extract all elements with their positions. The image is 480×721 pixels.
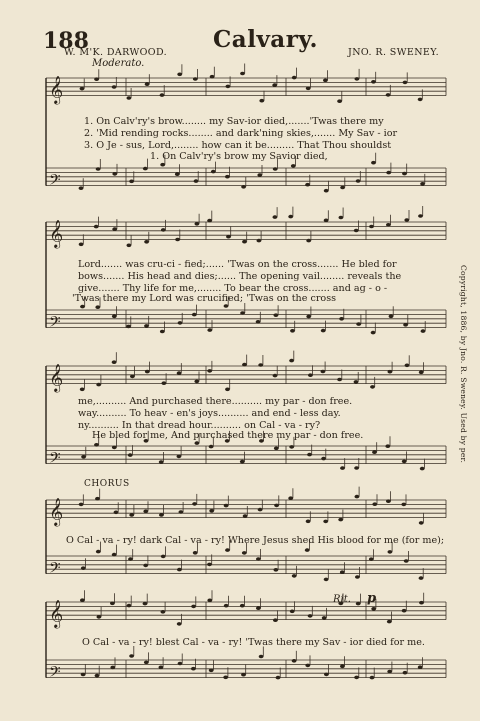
chorus-lyric-2: O Cal - va - ry! blest Cal - va - ry! 'Twas there my Sav - ior died for me. — [82, 637, 425, 648]
lyric-line: bows....... His head and dies;...... The opening vail........ reveals the — [78, 271, 402, 282]
lyricist-credit: W. M'K. DARWOOD. — [64, 47, 168, 58]
note-head — [112, 227, 117, 231]
bass-clef-icon: 𝄢 — [49, 663, 61, 685]
note-head — [242, 240, 247, 244]
note-head — [126, 244, 131, 248]
staff — [46, 590, 446, 628]
note-head — [419, 601, 424, 605]
note-head — [240, 460, 245, 464]
note-head — [240, 72, 245, 76]
note-head — [223, 676, 228, 680]
lyric-line: me,.......... And purchased there.......... my par - don free. — [78, 396, 353, 407]
note-head — [177, 455, 182, 459]
note-head — [191, 667, 196, 671]
lyric-line: Lord....... was cru-ci - fied;...... 'Twas on the cross....... He bled for — [78, 259, 397, 270]
note-head — [224, 604, 229, 608]
note-head — [387, 670, 392, 674]
note-head — [161, 555, 166, 559]
note-head — [159, 513, 164, 517]
note-head — [305, 183, 310, 187]
note-head — [94, 443, 99, 447]
note-head — [321, 329, 326, 333]
note-head — [372, 502, 377, 506]
note-head — [273, 618, 278, 622]
bass-clef-icon: 𝄢 — [49, 559, 61, 581]
note-head — [96, 167, 101, 171]
staff — [46, 487, 446, 527]
note-head — [195, 222, 200, 226]
note-head — [340, 186, 345, 190]
note-head — [419, 576, 424, 580]
note-head — [175, 172, 180, 176]
note-head — [371, 161, 376, 165]
note-head — [323, 79, 328, 83]
bass-clef-icon: 𝄢 — [49, 449, 61, 471]
copyright-notice: Copyright, 1886, by Jno. R. Sweney. Used by per. — [459, 265, 468, 464]
note-head — [288, 496, 293, 500]
note-head — [161, 228, 166, 232]
note-head — [159, 460, 164, 464]
note-head — [371, 80, 376, 84]
note-head — [339, 317, 344, 321]
tempo-marking: Moderato. — [92, 58, 145, 69]
note-head — [355, 575, 360, 579]
note-head — [129, 513, 134, 517]
note-head — [112, 446, 117, 450]
note-head — [143, 167, 148, 171]
note-head — [159, 666, 164, 670]
note-head — [207, 599, 212, 603]
note-head — [308, 614, 313, 618]
note-head — [323, 520, 328, 524]
note-head — [372, 450, 377, 454]
note-head — [194, 380, 199, 384]
note-head — [419, 371, 424, 375]
note-head — [175, 238, 180, 242]
note-head — [369, 557, 374, 561]
note-head — [194, 179, 199, 183]
note-head — [114, 511, 119, 515]
note-head — [308, 373, 313, 377]
note-head — [110, 602, 115, 606]
note-head — [371, 607, 376, 611]
note-head — [404, 559, 409, 563]
treble-clef-icon: 𝄞 — [49, 75, 64, 104]
note-head — [112, 315, 117, 319]
note-head — [178, 662, 183, 666]
note-head — [96, 383, 101, 387]
note-head — [276, 676, 281, 680]
note-head — [143, 564, 148, 568]
note-head — [258, 508, 263, 512]
note-head — [241, 673, 246, 677]
bass-clef-icon: 𝄢 — [49, 171, 61, 193]
note-head — [340, 570, 345, 574]
note-head — [307, 453, 312, 457]
note-head — [126, 96, 131, 100]
treble-clef-icon: 𝄞 — [49, 599, 64, 628]
note-head — [94, 77, 99, 81]
note-head — [273, 374, 278, 378]
note-head — [160, 330, 165, 334]
note-head — [130, 375, 135, 379]
note-head — [143, 510, 148, 514]
note-head — [274, 447, 279, 451]
system3-echo-lyric: He bled for me, And purchased there my par - don free. — [92, 430, 364, 441]
note-head — [306, 239, 311, 243]
note-head — [243, 514, 248, 518]
note-head — [144, 324, 149, 328]
bass-clef-icon: 𝄢 — [49, 313, 61, 335]
note-head — [402, 172, 407, 176]
staff — [46, 646, 446, 685]
note-head — [179, 510, 184, 514]
note-head — [160, 93, 165, 97]
lyric-line: 2. 'Mid rending rocks........ and dark'ning skies,....... My Sav - ior — [84, 128, 398, 139]
note-head — [306, 87, 311, 91]
note-head — [289, 445, 294, 449]
note-head — [389, 315, 394, 319]
note-head — [386, 93, 391, 97]
note-head — [95, 674, 100, 678]
lyric-line: ny.......... In that dread hour.......... on Cal - va - ry? — [78, 420, 321, 431]
note-head — [290, 610, 295, 614]
note-head — [112, 553, 117, 557]
note-head — [403, 81, 408, 85]
note-head — [145, 370, 150, 374]
chorus-label: CHORUS — [84, 479, 130, 489]
note-head — [177, 371, 182, 375]
note-head — [339, 216, 344, 220]
note-head — [81, 673, 86, 677]
note-head — [256, 557, 261, 561]
note-head — [418, 214, 423, 218]
note-head — [288, 215, 293, 219]
note-head — [274, 504, 279, 508]
note-head — [256, 606, 261, 610]
note-head — [226, 85, 231, 89]
note-head — [193, 551, 198, 555]
system3-lyrics — [78, 396, 352, 432]
note-head — [337, 378, 342, 382]
note-head — [144, 661, 149, 665]
system1-echo-lyric: 1. On Calv'ry's brow my Savior died, — [150, 151, 328, 162]
note-head — [386, 171, 391, 175]
note-head — [80, 305, 85, 309]
note-head — [192, 313, 197, 317]
note-head — [209, 445, 214, 449]
note-head — [292, 76, 297, 80]
note-head — [177, 622, 182, 626]
note-head — [420, 467, 425, 471]
note-head — [306, 520, 311, 524]
note-head — [96, 550, 101, 554]
note-head — [355, 77, 360, 81]
note-head — [385, 444, 390, 448]
note-head — [257, 173, 262, 177]
note-head — [97, 615, 102, 619]
lyric-line: give....... Thy life for me,........ To bear the cross....... and ag - o - — [78, 283, 388, 294]
note-head — [386, 223, 391, 227]
note-head — [305, 664, 310, 668]
note-head — [226, 235, 231, 239]
note-head — [338, 518, 343, 522]
note-head — [420, 182, 425, 186]
lyric-line: 1. On Calv'ry's brow........ my Sav-ior died,.......'Twas there my — [84, 116, 384, 127]
note-head — [274, 568, 279, 572]
note-head — [388, 550, 393, 554]
note-head — [324, 578, 329, 582]
note-head — [257, 239, 262, 243]
note-head — [403, 323, 408, 327]
note-head — [211, 170, 216, 174]
note-head — [274, 313, 279, 317]
note-head — [143, 602, 148, 606]
treble-clef-icon: 𝄞 — [49, 363, 64, 392]
note-head — [126, 325, 131, 329]
note-head — [112, 85, 117, 89]
note-head — [388, 370, 393, 374]
system1-lyrics — [84, 116, 397, 152]
note-head — [421, 329, 426, 333]
note-head — [321, 370, 326, 374]
note-head — [81, 455, 86, 459]
note-head — [177, 568, 182, 572]
note-head — [322, 616, 327, 620]
note-head — [402, 460, 407, 464]
piano-dynamic: p — [367, 591, 377, 606]
note-head — [225, 548, 230, 552]
note-head — [79, 186, 84, 190]
note-head — [290, 329, 295, 333]
note-head — [387, 620, 392, 624]
treble-clef-icon: 𝄞 — [49, 219, 64, 248]
note-head — [340, 466, 345, 470]
note-head — [242, 551, 247, 555]
note-head — [128, 557, 133, 561]
note-head — [370, 676, 375, 680]
note-head — [129, 180, 134, 184]
note-head — [95, 497, 100, 501]
note-head — [191, 605, 196, 609]
note-head — [356, 602, 361, 606]
note-head — [178, 321, 183, 325]
note-head — [79, 243, 84, 247]
note-head — [209, 509, 214, 513]
note-head — [160, 163, 165, 167]
note-head — [418, 98, 423, 102]
note-head — [207, 219, 212, 223]
note-head — [110, 666, 115, 670]
hymn-title: Calvary. — [213, 26, 319, 53]
note-head — [418, 665, 423, 669]
system2-lyrics — [78, 259, 401, 295]
note-head — [273, 215, 278, 219]
note-head — [241, 185, 246, 189]
note-head — [292, 659, 297, 663]
note-head — [112, 172, 117, 176]
note-head — [291, 164, 296, 168]
note-head — [144, 240, 149, 244]
note-head — [80, 598, 85, 602]
staff — [46, 206, 446, 249]
note-head — [403, 671, 408, 675]
note-head — [127, 604, 132, 608]
note-head — [210, 75, 215, 79]
note-head — [177, 73, 182, 77]
note-head — [79, 503, 84, 507]
note-head — [324, 189, 329, 193]
note-head — [94, 225, 99, 229]
note-head — [404, 218, 409, 222]
note-head — [402, 609, 407, 613]
note-head — [419, 521, 424, 525]
note-head — [356, 322, 361, 326]
note-head — [242, 363, 247, 367]
ritardando-marking: Rit. — [333, 594, 351, 605]
note-head — [321, 457, 326, 461]
note-head — [306, 315, 311, 319]
note-head — [356, 179, 361, 183]
note-head — [256, 320, 261, 324]
note-head — [162, 381, 167, 385]
note-head — [240, 604, 245, 608]
note-head — [80, 87, 85, 91]
note-head — [355, 495, 360, 499]
staff — [46, 351, 446, 393]
note-head — [305, 548, 310, 552]
note-head — [192, 502, 197, 506]
note-head — [80, 388, 85, 392]
chorus-lyric-1: O Cal - va - ry! dark Cal - va - ry! Where Jesus shed His blood for me (for me); — [66, 535, 445, 546]
note-head — [259, 99, 264, 103]
note-head — [354, 466, 359, 470]
note-head — [240, 311, 245, 315]
note-head — [324, 219, 329, 223]
note-head — [128, 453, 133, 457]
note-head — [337, 99, 342, 103]
note-head — [272, 83, 277, 87]
note-head — [258, 363, 263, 367]
note-head — [224, 504, 229, 508]
note-head — [354, 229, 359, 233]
note-head — [401, 503, 406, 507]
note-head — [369, 225, 374, 229]
treble-clef-icon: 𝄞 — [49, 497, 64, 526]
note-head — [370, 385, 375, 389]
note-head — [207, 369, 212, 373]
note-head — [259, 655, 264, 659]
composer-credit: JNO. R. SWENEY. — [348, 47, 440, 58]
note-head — [292, 574, 297, 578]
lyric-line: way.......... To heav - en's joys.......... and end - less day. — [78, 408, 341, 419]
note-head — [209, 669, 214, 673]
note-head — [371, 331, 376, 335]
system2-echo-lyric: 'Twas there my Lord was crucified; 'Twas on the cross — [72, 293, 337, 304]
note-head — [324, 673, 329, 677]
note-head — [81, 566, 86, 570]
staff — [46, 64, 446, 105]
page-number: 188 — [43, 28, 89, 54]
note-head — [273, 167, 278, 171]
note-head — [225, 388, 230, 392]
note-head — [145, 82, 150, 86]
note-head — [354, 380, 359, 384]
note-head — [193, 77, 198, 81]
note-head — [405, 364, 410, 368]
note-head — [386, 499, 391, 503]
note-head — [112, 360, 117, 364]
note-head — [161, 610, 166, 614]
note-head — [289, 359, 294, 363]
note-head — [129, 654, 134, 658]
note-head — [95, 305, 100, 309]
note-head — [207, 563, 212, 567]
lyric-line: 3. O Je - sus, Lord,........ how can it be......... That Thou shouldst — [84, 140, 392, 151]
note-head — [340, 665, 345, 669]
note-head — [207, 328, 212, 332]
note-head — [225, 175, 230, 179]
note-head — [354, 676, 359, 680]
